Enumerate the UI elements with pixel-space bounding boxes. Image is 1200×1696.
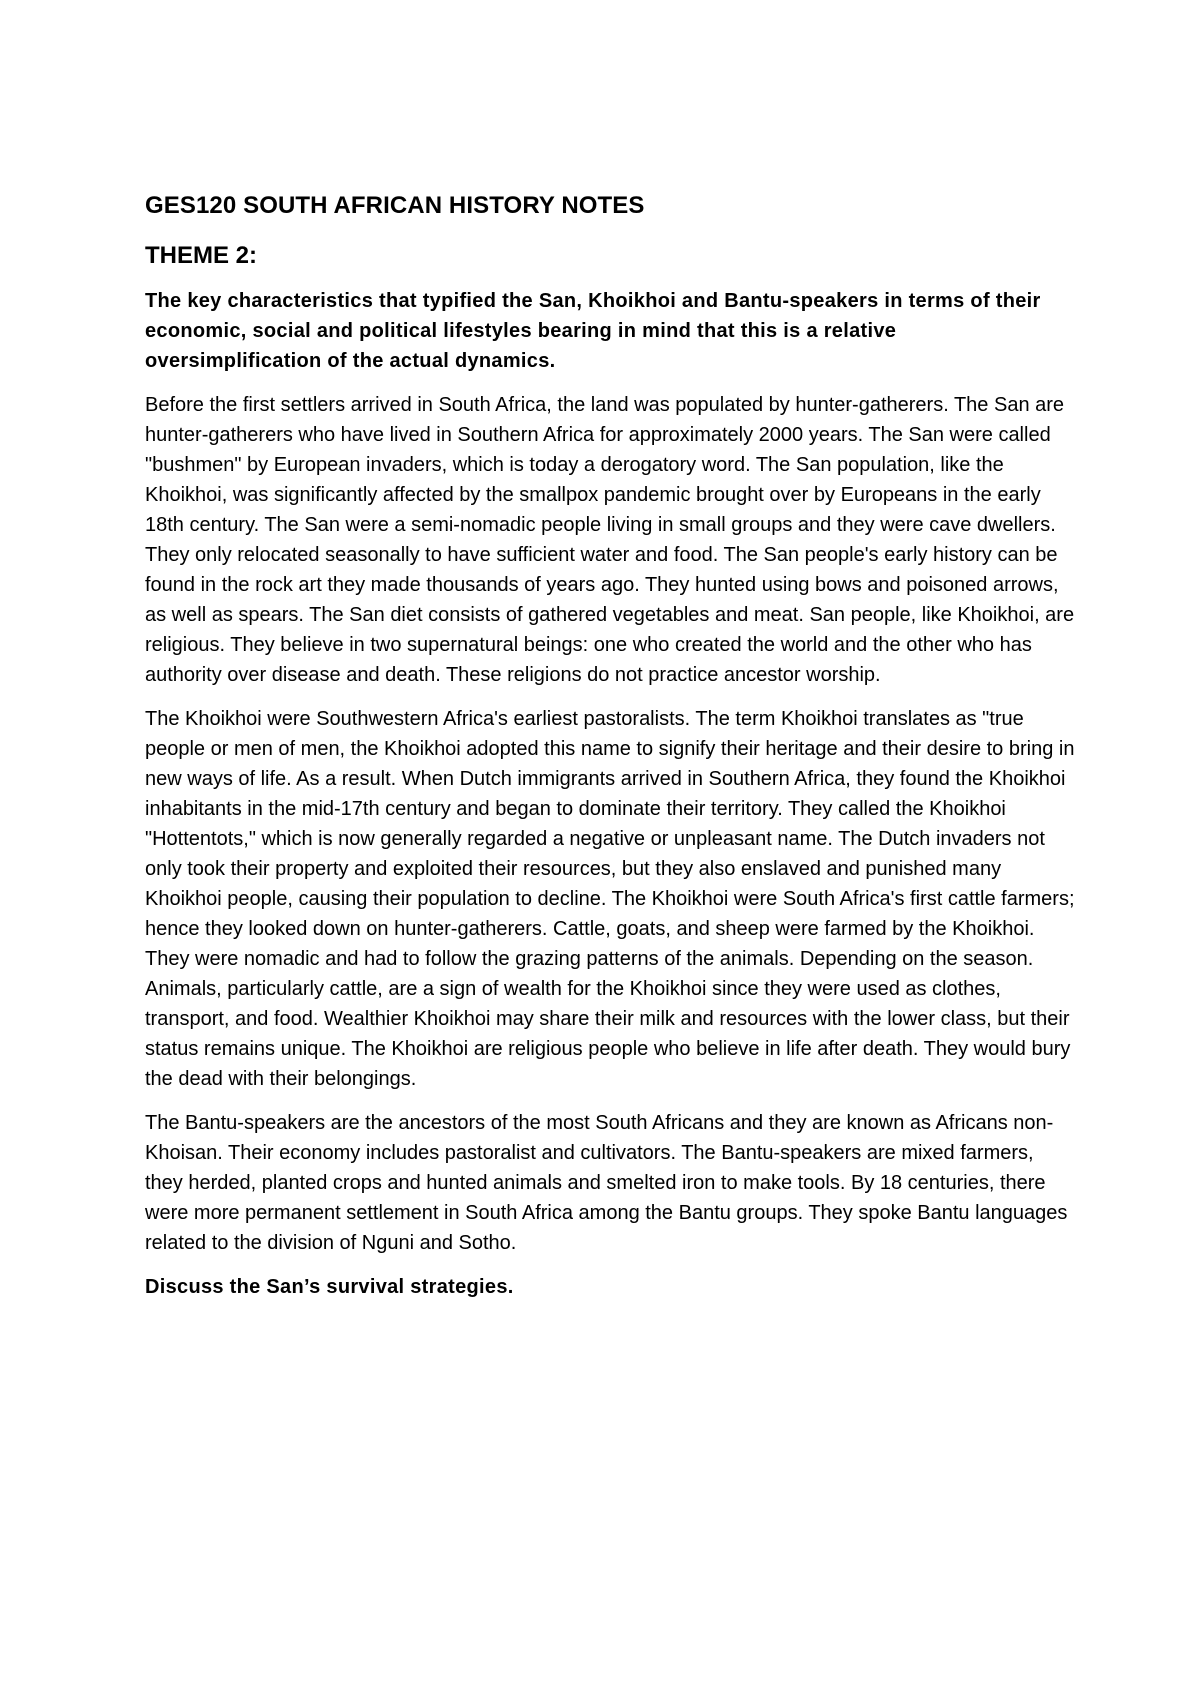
theme-heading	[145, 240, 1075, 272]
paragraph-khoikhoi: The Khoikhoi were Southwestern Africa's earliest pastoralists. The term Khoikhoi translates as "true people or men of men, the Khoikhoi adopted this name to signify their heritage and their desire to bring in new ways of life. As a result. When Dutch immigrants arrived in Southern Africa, they found the Khoikhoi inhabitants in the mid-17th century and began to dominate their territory. They called the Khoikhoi "Hottentots," which is now generally regarded a negative or unpleasant name. The Dutch invaders not only took their property and exploited their resources, but they also enslaved and punished many Khoikhoi people, causing their population to decline. The Khoikhoi were South Africa's first cattle farmers; hence they looked down on hunter-gatherers. Cattle, goats, and sheep were farmed by the Khoikhoi. They were nomadic and had to follow the grazing patterns of the animals. Depending on the season. Animals, particularly cattle, are a sign of wealth for the Khoikhoi since they were used as clothes, transport, and food. Wealthier Khoikhoi may share their milk and resources with the lower class, but their status remains unique. The Khoikhoi are religious people who believe in life after death. They would bury the dead with their belongings.	[145, 708, 1075, 1090]
closing-question: Discuss the San’s survival strategies.	[145, 1276, 514, 1298]
paragraph-bantu: The Bantu-speakers are the ancestors of the most South Africans and they are known as Africans non-Khoisan. Their economy includes pastoralist and cultivators. The Bantu-speakers are mixed farmers, they herded, planted crops and hunted animals and smelted iron to make tools. By 18 centuries, there were more permanent settlement in South Africa among the Bantu groups. They spoke Bantu languages related to the division of Nguni and Sotho.	[145, 1112, 1068, 1254]
document-page	[145, 190, 1075, 1302]
paragraph-san: Before the first settlers arrived in South Africa, the land was populated by hunter-gatherers. The San are hunter-gatherers who have lived in Southern Africa for approximately 2000 years. The San were called "bushmen" by European invaders, which is today a derogatory word. The San population, like the Khoikhoi, was significantly affected by the smallpox pandemic brought over by Europeans in the early 18th century. The San were a semi-nomadic people living in small groups and they were cave dwellers. They only relocated seasonally to have sufficient water and food. The San people's early history can be found in the rock art they made thousands of years ago. They hunted using bows and poisoned arrows, as well as spears. The San diet consists of gathered vegetables and meat. San people, like Khoikhoi, are religious. They believe in two supernatural beings: one who created the world and the other who has authority over disease and death. These religions do not practice ancestor worship.	[145, 394, 1075, 686]
question-heading: The key characteristics that typified the San, Khoikhoi and Bantu-speakers in terms of their economic, social and political lifestyles bearing in mind that this is a relative oversimplification of the actual dynamics.	[145, 290, 1041, 372]
theme-label: THEME 2:	[145, 242, 258, 269]
document-title: GES120 SOUTH AFRICAN HISTORY NOTES	[145, 192, 645, 219]
